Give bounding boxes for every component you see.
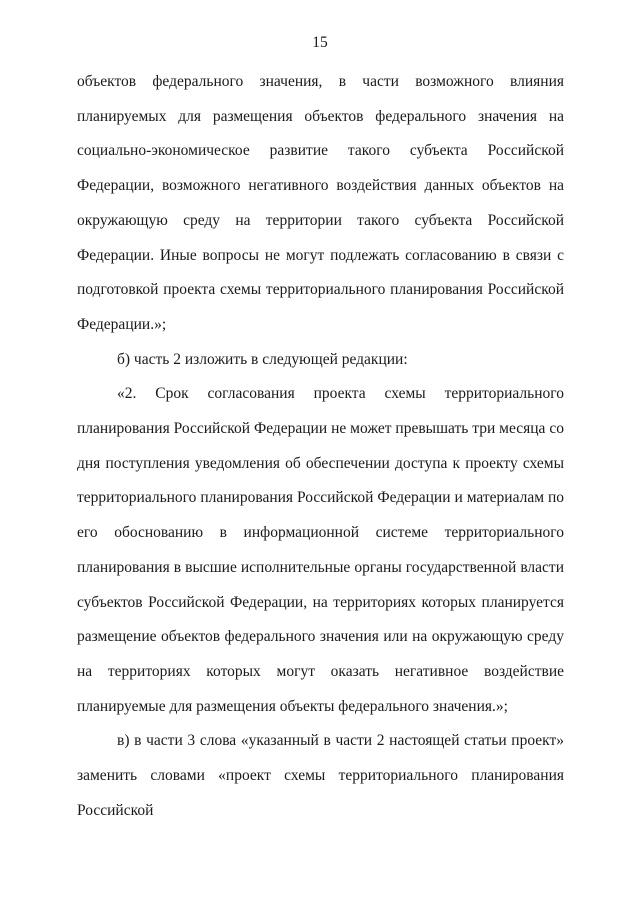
page-number: 15	[312, 34, 328, 51]
paragraph-continuation: объектов федерального значения, в части возможного влияния планируемых для размещения объектов федерального значения на социально-экономическое развитие такого субъекта Российской Федерации, возможного негативного воздействия данных объектов на окружающую среду на территории такого субъекта Российской Федерации. Иные вопросы не могут подлежать согласованию в связи с подготовкой проекта схемы территориального планирования Российской Федерации.»;	[77, 73, 564, 333]
paragraph-item-b: б) часть 2 изложить в следующей редакции:	[117, 350, 408, 368]
paragraph-item-v: в) в части 3 слова «указанный в части 2 настоящей статьи проект» заменить словами «проект схемы территориального планирования Российской	[77, 732, 564, 819]
paragraph-quoted-part-2: «2. Срок согласования проекта схемы территориального планирования Российской Федерации не может превышать три месяца со дня поступления уведомления об обеспечении доступа к проекту схемы территориального планирования Российской Федерации и материалам по его обоснованию в информационной системе территориального планирования в высшие исполнительные органы государственной власти субъектов Российской Федерации, на территориях которых планируется размещение объектов федерального значения или на окружающую среду на территориях которых могут оказать негативное воздействие планируемые для размещения объекты федерального значения.»;	[77, 385, 564, 715]
document-body	[77, 65, 564, 828]
